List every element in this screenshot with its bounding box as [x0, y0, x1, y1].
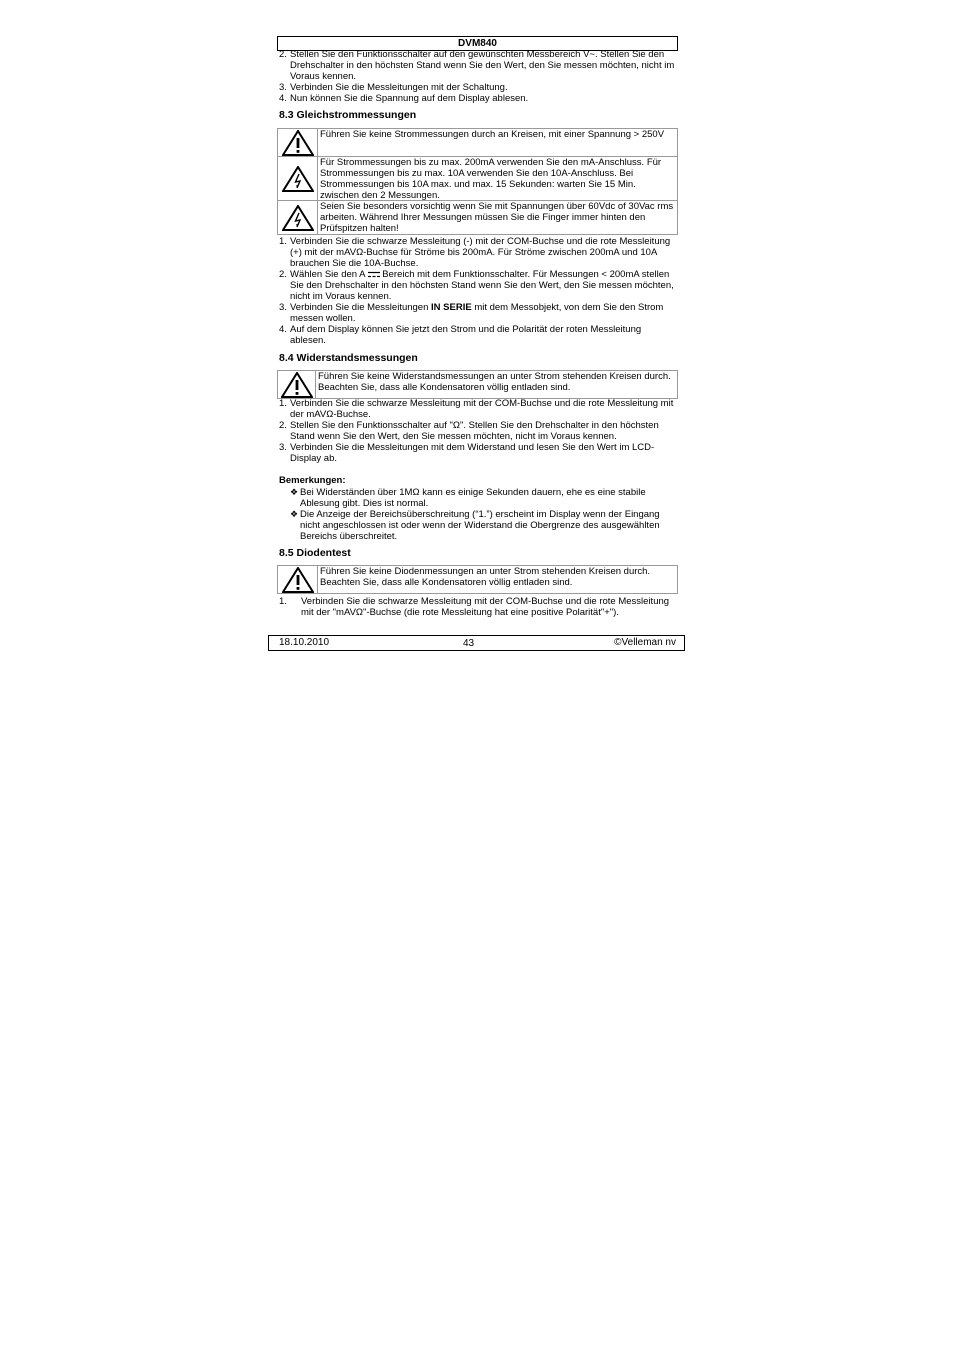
- warning-table-8-5: [277, 565, 678, 594]
- resistance-step-list: [279, 398, 675, 464]
- warning-text: Führen Sie keine Widerstandsmessungen an unter Strom stehenden Kreisen durch. Beachten Sie, dass alle Kondensatoren völlig entladen sind.: [318, 371, 671, 393]
- warning-table-8-4: [277, 370, 678, 399]
- diode-step: 1. Verbinden Sie die schwarze Messleitung mit der COM-Buchse und die rote Messleitung mit der "mAVΩ"-Buchse (die rote Messleitung hat eine positive Polarität"+").: [279, 596, 670, 618]
- section-heading-8-3: 8.3 Gleichstrommessungen: [279, 109, 417, 121]
- footer-copyright: ©Velleman nv: [614, 637, 676, 648]
- dc-symbol-icon: [368, 271, 380, 278]
- list-item: 2. Wählen Sie den A Bereich mit dem Funktionsschalter. Für Messungen < 200mA stellen Sie den Drehschalter in den höchsten Stand wenn Sie den Wert, den Sie messen möchten, nicht im Voraus kennen.: [279, 269, 674, 302]
- notes-list: [289, 487, 675, 542]
- high-voltage-warning-icon: [278, 157, 318, 200]
- bullet-diamond-icon: ❖: [290, 509, 299, 519]
- page-number: 43: [463, 638, 475, 649]
- notes-label: Bemerkungen:: [279, 475, 346, 486]
- list-item: 3. Verbinden Sie die Messleitungen IN SERIE mit dem Messobjekt, von dem Sie den Strom messen wollen.: [279, 302, 664, 324]
- page-footer: [268, 635, 685, 651]
- list-item: ❖ Die Anzeige der Bereichsüberschreitung (“1.”) erscheint im Display wenn der Eingang nicht angeschlossen ist oder wenn der Widerstand die Obergrenze des ausgewählten Bereichs überschreitet.: [290, 509, 660, 542]
- list-item: 3. Verbinden Sie die Messleitungen mit der Schaltung.: [279, 82, 508, 93]
- intro-step-list: [279, 49, 675, 104]
- dc-step-list: [279, 236, 675, 346]
- warning-row: [278, 371, 677, 398]
- footer-date: 18.10.2010: [279, 637, 330, 648]
- list-item: 1. Verbinden Sie die schwarze Messleitung mit der COM-Buchse und die rote Messleitung mit der mAVΩ-Buchse.: [279, 398, 674, 420]
- bullet-diamond-icon: ❖: [290, 487, 299, 497]
- warning-text: Für Strommessungen bis zu max. 200mA verwenden Sie den mA-Anschluss. Für Strommessungen bis zu max. 10A verwenden Sie den 10A-Anschluss. Bei Strommessungen bis 10A max. und max. 15 Sekunden: warten Sie 15 Min. zwischen den 2 Messungen.: [320, 157, 662, 201]
- list-item: 3. Verbinden Sie die Messleitungen mit dem Widerstand und lesen Sie den Wert im LCD-Display ab.: [279, 442, 655, 464]
- warning-table-8-3: [277, 128, 678, 235]
- warning-text: Seien Sie besonders vorsichtig wenn Sie mit Spannungen über 60Vdc of 30Vac rms arbeiten. Während Ihrer Messungen müssen Sie die Finger immer hinten den Prüfspitzen halten!: [320, 201, 674, 234]
- list-item: 4. Auf dem Display können Sie jetzt den Strom und die Polarität der roten Messleitung ablesen.: [279, 324, 642, 346]
- warning-triangle-icon: [278, 129, 318, 156]
- list-item: 4. Nun können Sie die Spannung auf dem Display ablesen.: [279, 93, 529, 104]
- high-voltage-warning-icon: [278, 201, 318, 234]
- warning-text: Führen Sie keine Strommessungen durch an Kreisen, mit einer Spannung > 250V: [320, 129, 665, 140]
- list-item: 2. Stellen Sie den Funktionsschalter auf "Ω". Stellen Sie den Drehschalter in den höchsten Stand wenn Sie den Wert, den Sie messen möchten, nicht im Voraus kennen.: [279, 420, 659, 442]
- page-header: DVM840: [277, 36, 678, 51]
- section-heading-8-4: 8.4 Widerstandsmessungen: [279, 352, 418, 364]
- warning-row: [278, 566, 677, 593]
- warning-text: Führen Sie keine Diodenmessungen an unter Strom stehenden Kreisen durch. Beachten Sie, dass alle Kondensatoren völlig entladen sind.: [320, 566, 651, 588]
- warning-row: [278, 156, 677, 200]
- section-heading-8-5: 8.5 Diodentest: [279, 547, 351, 559]
- list-item: ❖ Bei Widerständen über 1MΩ kann es einige Sekunden dauern, ehe es eine stabile Ablesung gibt. Dies ist normal.: [290, 487, 646, 509]
- warning-triangle-icon: [278, 566, 318, 593]
- warning-row: [278, 129, 677, 156]
- list-item: 2. Stellen Sie den Funktionsschalter auf den gewünschten Messbereich V~. Stellen Sie den Drehschalter in den höchsten Stand wenn Sie den Wert, den Sie messen möchten, nicht im Voraus kennen.: [279, 49, 675, 82]
- warning-triangle-icon: [278, 371, 316, 398]
- list-item: 1. Verbinden Sie die schwarze Messleitung (-) mit der COM-Buchse und die rote Messleitung (+) mit der mAVΩ-Buchse für Ströme bis 200mA. Für Ströme zwischen 200mA und 10A brauchen Sie die 10A-Buchse.: [279, 236, 671, 269]
- warning-row: [278, 200, 677, 234]
